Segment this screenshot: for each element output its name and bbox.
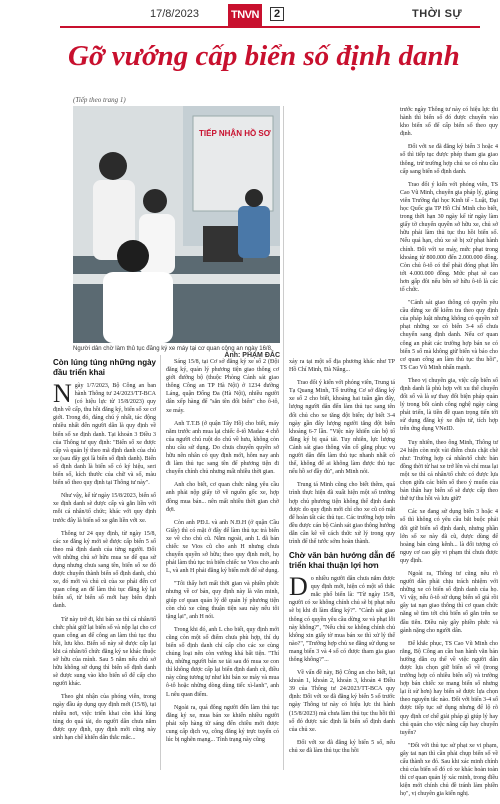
paragraph: trước ngày Thông tư này có hiệu lực thi hành thì biển số đó được chuyển vào kho biển số để cấp biển số theo quy định. bbox=[400, 107, 498, 138]
paragraph: xảy ra tại một số địa phương khác như TP Hồ Chí Minh, Đà Nẵng... bbox=[289, 359, 395, 374]
header-rule bbox=[60, 26, 480, 28]
subheading: Còn lúng túng những ngày đầu triển khai bbox=[53, 358, 156, 377]
paragraph: Để khắc phục, TS Cao Vũ Minh cho rằng, Bộ Công an cần ban hành văn bản hướng dẫn cụ thể về việc người dân được lựa chọn giữ biển số về (trong trường hợp có nhiều biển số) và trường hợp bán chiếc xe mang biển số nhưng lại ít sử hơn) hay biển sẽ được lựa chọn theo nguyên tắc nào. Đối với biển 3-4 số được tiếp tục sử dụng nhưng để lộ rõ quy định cơ chế giải pháp gì giúp lý hay chủ quản cho việc nâng cấp hay chuyển tuyến? bbox=[400, 640, 498, 736]
paragraph: Trong khi đó, anh L cho biết, quy định mới cũng còn một số điểm chưa phù hợp, thí dụ biển số định danh chỉ cấp cho các xe cùng chủng loại nên còn vướng khá bất tiện. "Thí dụ, những người bán xe tải sau đó mua xe con thì không được cấp lại biển định danh cũ, điều này cũng tương tự như khi bán xe máy và mua ô-tô hoặc những dòng dùng tiếc xì-lanh", anh L nêu quan điểm. bbox=[166, 626, 279, 698]
paragraph: Trao đổi ý kiến với phóng viên, Trung tá Tạ Quang Minh, Tổ trưởng Cơ sở đăng ký xe số 2 cho biết, khoảng hai tuần gần đây, lượng người dân đến làm thủ tục sang tên đổi chủ cho xe tăng đột biến; dự biết 3-4 ngày gần đây lượng người tăng đột biến khoảng 6-7 lần. "Việc này khiến cán bộ tổ đăng ký bị quá tải. Tuy nhiên, lực lượng Cảnh sát giao thông vẫn cố gắng phục vụ người dân đến làm thủ tục nhanh nhất có thể, không để ai không làm được thủ tục nếu hồ sơ đầy đủ", anh Minh nói. bbox=[289, 380, 395, 476]
subheading: Chờ văn bản hướng dẫn để triển khai thuận lợi hơn bbox=[289, 551, 395, 571]
photo-illustration bbox=[73, 106, 280, 343]
issue-date: 17/8/2023 bbox=[150, 8, 199, 20]
page-number: 2 bbox=[270, 7, 284, 21]
paragraph: Anh cho biết, cơ quan chức năng yêu cầu anh phải nộp giấy tờ về nguồn gốc xe, hợp đồng mua bán... nên mất nhiều thời gian chờ đợi. bbox=[166, 482, 279, 513]
paragraph: Trung tá Minh cũng cho biết thêm, quá trình thực hiện đã xuất hiện một số trường hợp chủ phương tiện không thể định danh được do quy định mới chỉ cho xe cũ có mặt để hoàn tất các thủ tục. Các trường hợp trên đều được cán bộ Cảnh sát giao thông hướng dẫn cần kê về cách thức xử lý trong quy trình để thể tước sớm hoàn thành. bbox=[289, 482, 395, 545]
paragraph: Các xe đang sử dụng biển 3 hoặc 4 số thì không có yêu cầu bắt buộc phải đổi giữ biển số định danh, nhưng phần lớn số xe này đã cũ, được dùng để hoàng bán cùng kênh... là đối tượng có nguy cơ cao gây vi phạm thì chưa được quy định. bbox=[400, 509, 498, 564]
column-divider bbox=[283, 106, 284, 356]
paragraph: Thông tư 24 quy định, từ ngày 15/8, các xe đăng ký mới sẽ được cấp biển 5 số theo mã định danh của từng người. Đối với những chủ sở hữu mua xe để qua sử dụng nhưng chưa sang tên, biển số xe đó được chuyển thành biển số định danh, chủ xe, đó mới và chủ cũ của xe phải đến cơ quan công an để làm thủ tục đăng ký lại biển số, từ biển số mới hay biển định danh. bbox=[53, 530, 156, 610]
column-divider bbox=[283, 355, 284, 770]
continued-note: (Tiếp theo trang 1) bbox=[73, 96, 126, 104]
paragraph: "Cảnh sát giao thông có quyền yêu cầu dừng xe để kiểm tra theo quy định của pháp luật nhưng không có quyền xử phạt những xe có biển 3-4 số chưa chuyển sang định danh. Nếu cơ quan công an phát các trường hợp bán xe có biển 5 số mà không giữ biển và báo cho cơ quan công an làm thủ tục thu hồi", TS Cao Vũ Minh nhấn mạnh. bbox=[400, 300, 498, 371]
newspaper-logo: TNVN bbox=[228, 4, 262, 26]
paragraph: Ngoài ra, quá đông người đến làm thủ tục đăng ký xe, mua bán xe khiến nhiều người phải xếp hàng từ sáng đến chiều mới được cung cấp dịch vụ, công đăng ký trực tuyến có lúc bị nghẽn mạng... Tình trạng này cũng bbox=[166, 704, 279, 744]
paragraph: Còn anh PĐ.L và anh N.Đ.H (ở quận Cầu Giấy) thì có mặt ở đây để làm thủ tục trả biển xe về cho chủ cũ. Nằm ngoài, anh L đã bán chiếc xe Vios cũ cho anh H nhưng chưa chuyển quyền sở hữu; theo quy định mới, họ phải làm thủ tục trả biển chiếc xe Vios cho anh L, và anh H phải đăng ký biển mới để sử dụng. bbox=[166, 519, 279, 575]
photo-credit: Ảnh: PHẠM ĐẮC bbox=[224, 352, 280, 359]
paragraph: Từ này trở đi, khi bán xe thì cá nhân/tổ chức phải giữ lại biển số và nộp lại cho cơ quan công an để công an làm thủ tục thu hồi, lưu kho. Biển số này sẽ được cấp lại khi cá nhân/tổ chức đăng ký xe khác thuộc sở hữu của mình. Sau 5 năm nếu chủ sở hữu không sử dụng thì biển số định danh sẽ được sung vào kho biển số để cấp cho người khác. bbox=[53, 616, 156, 688]
article-column-4 bbox=[400, 106, 498, 804]
paragraph: "Đối với thủ tục sử phạt xe vi phạm, gây tai nạn thì cần phải chụp biển số về cấu thành xe đó. Sau khi xác minh chính chủ của biển số đó có xe khác hoàn toàn thì cơ quan quản lý xác minh, trong điều kiện mới chính chủ đề tránh làm phiền họ", vị chuyên gia kiến nghị. bbox=[400, 742, 498, 798]
drop-cap: N bbox=[53, 379, 72, 408]
page-header bbox=[0, 0, 500, 30]
paragraph: Ngoài ra, Thông tư cũng nêu rõ người dân phải chịu trách nhiệm với những xe có biển số định danh của họ. Vì vậy, nếu ô-tô sử dụng biển số giả rồi gây tai nạn giao thông thì cơ quan chức năng sẽ tìm tới chủ biển số gắn trên xe đầu tiên. Điều này gây phiền phức và gánh nặng cho người dân. bbox=[400, 570, 498, 634]
article-photo bbox=[73, 106, 280, 343]
paragraph: Ngày 1/7/2023, Bộ Công an ban hành Thông tư 24/2023/TT-BCA (có hiệu lực từ 15/8/2023) quy định về cấp, thu hồi đăng ký, biển số xe cơ giới. Trong đó, đáng chú ý nhất, tác động nhiều nhất đến người dân là quy định về biển số xe định danh. Tại khoản 3 Điều 3 của Thông tư quy định: "Biển số xe được cấp và quản lý theo mã định danh của chủ xe (sau đây gọi là biển số định danh). Biển số định danh là biển số có ký hiệu, seri biển số, kích thước của chữ và số, màu biển số theo quy định tại Thông tư này". bbox=[53, 379, 156, 487]
article-column-3 bbox=[289, 358, 395, 760]
paragraph: Như vậy, kể từ ngày 15/8/2023, biển số xe định danh sẽ được cấp và gắn liền với mỗi cá nhân/tổ chức; khác với quy định trước đây là biển số xe gắn liền với xe. bbox=[53, 493, 156, 524]
paragraph: "Tôi thấy hơi mất thời gian và phiền phức nhưng về cơ bản, quy định này là văn minh, giúp cơ quan quản lý dễ quản lý phương tiện còn chủ xe cũng thuận tiện sau này nếu tôi tặng lại", anh H nói. bbox=[166, 581, 279, 620]
paragraph: Theo vị chuyên gia, việc cấp biển số định danh là phù hợp với xu thế chuyển đổi số và là sự thay đổi biện pháp quản lý trong bối cảnh công nghệ ngày càng phát triển, là tiền đề quan trọng tiến tới sử dụng đăng ký xe điện tử, tích hợp trên ứng dụng VNeID. bbox=[400, 377, 498, 433]
article-title: Gỡ vướng cấp biển số định danh bbox=[68, 40, 460, 72]
paragraph: Tuy nhiên, theo ông Minh, Thông tư 24 hiện còn một vài điểm chưa chặt chẽ như: Trường hợp cá nhân/tổ chức bán đồng thời từ hai xe trở lên và chỉ mua lại một xe thì cá nhân/tổ chức có được lựa chọn giữa các biển số theo ý muốn của bản thân hay biển số sẽ được cấp theo thứ tự thu hồi và lưu giữ? bbox=[400, 439, 498, 503]
photo-caption: Người dân chờ làm thủ tục đăng ký xe máy tại cơ quan công an ngày 16/8. bbox=[73, 346, 273, 352]
paragraph: Theo ghi nhận của phóng viên, trong ngày đầu áp dụng quy định mới (15/8), tại nhiều nơi, việc triển khai còn khá lúng túng do quá tải, do người dân chưa nắm được quy định, quy định mới cũng này sinh hạn chế khiến dân thắc mắc... bbox=[53, 694, 156, 741]
counter-sign: TIẾP NHẬN HỒ SƠ bbox=[199, 129, 271, 138]
article-column-2 bbox=[166, 358, 279, 749]
drop-cap: D bbox=[289, 572, 308, 602]
paragraph: Sáng 15/8, tại Cơ sở đăng ký xe số 2 (Đội đăng ký, quản lý phương tiện giao thông cơ giới đường bộ (thuộc Phòng Cảnh sát giao thông Công an TP Hà Nội) ở 1234 đường Láng, quận Đống Đa (Hà Nội), nhiều người dân xếp hàng để "săn tên đổi biển" cho ô-tô, xe máy. bbox=[166, 359, 279, 414]
article-column-1 bbox=[53, 358, 156, 747]
paragraph: Anh T.T.B (ở quận Tây Hồ) cho biết, máy năm trước anh mua lại chiếc ô-tô Madaz 4 chỗ của người chú ruột do chú về hưu, không còn nhu cầu sử dụng. Do chưa chuyển quyền sở hữu nên nhân có quy định mới, hôm nay anh đi làm thủ tục sang tên để phương tiện đi chuyển chính chủ nhưng mất nhiều thời gian. bbox=[166, 420, 279, 476]
paragraph: Về vấn đề này, Bộ Công an cho biết, tại khoản 1, khoản 2, khoản 3, khoản 4 Điều 39 của Thông tư 24/2023/TT-BCA quy định: Đối với xe đã đăng ký biển 5 số trước ngày Thông tư này có hiệu lực thi hành (15/8/2023) mà chưa làm thủ tục thu hồi thì số đó được xác định là biển số định danh của chủ xe. bbox=[289, 670, 395, 733]
paragraph: Do nhiều người dân chưa nắm được quy định mới, hiện có một số thắc mắc phổ biến là: "Từ ngày 15/8, người có xe không chính chủ sẽ bị phạt nếu sẽ bị khi đi làm đăng ký?". "Cảnh sát giao thông có quyền yêu cầu dừng xe và phạt lỗi này không?", "Nếu chủ xe không chính chủ không xin giấy tờ mua bán xe thì xử lý thế nào?", "Trường hợp chủ xe đăng sử dụng xe mang biển 3 và 4 số có được tham gia giao thông không?"... bbox=[289, 572, 396, 663]
paragraph: Đối với xe đã đăng ký biển 5 số, nếu chủ xe đã làm thủ tục thu hồi bbox=[289, 739, 395, 754]
section-name: THỜI SỰ bbox=[412, 8, 463, 20]
paragraph: Đối với xe đã đăng ký biển 3 hoặc 4 số thì tiếp tục được phép tham gia giao thông, trừ trường hợp chủ xe có nhu cầu cấp sang biển số định danh. bbox=[400, 144, 498, 175]
paragraph: Trao đổi ý kiến với phóng viên, TS Cao Vũ Minh, chuyên gia pháp lý, giảng viên Trường đại học Kinh tế - Luật, Đại học Quốc gia TP Hồ Chí Minh cho biết, trong thời hạn 30 ngày kể từ ngày làm giấy tờ chuyển quyền sở hữu xe, chủ sở hữu phải làm thủ tục thu hồi biển số. Nếu quá hạn, chủ xe sẽ bị xử phạt hành chính. Đối với xe máy, mức phạt trong khoảng từ 800.000 đến 2.000.000 đồng. Còn chủ ô-tô có thể phải đóng phạt lên tới 4.000.000 đồng. Mức phạt sẽ cao hơn gấp đôi nếu bên sở hữu ô-tô là các tổ chức. bbox=[400, 181, 498, 293]
column-divider bbox=[160, 355, 161, 770]
